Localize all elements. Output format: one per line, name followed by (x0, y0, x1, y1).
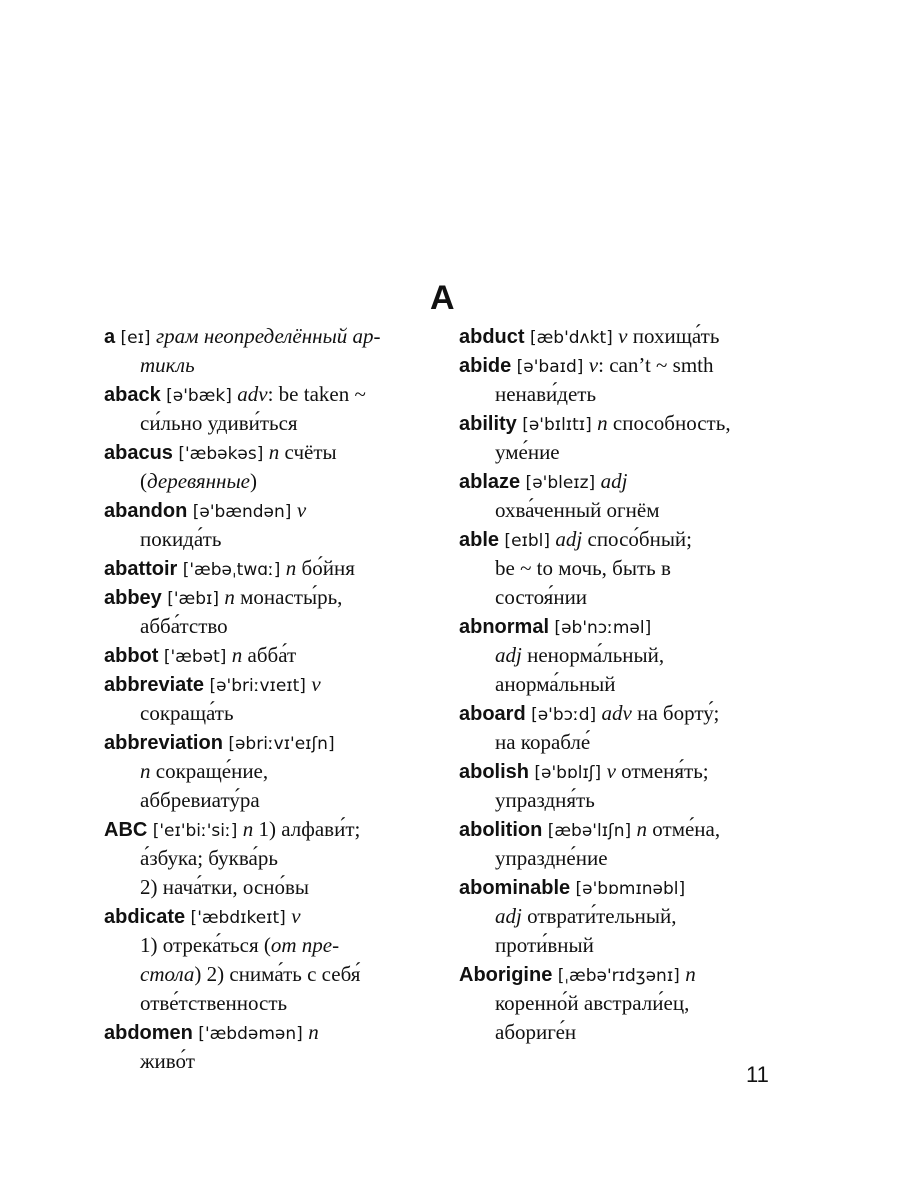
headword: abbey (104, 587, 162, 609)
headword: abolition (459, 819, 543, 841)
text: спосо́бный; (582, 527, 693, 551)
text: 1) алфави́т; (253, 817, 361, 841)
text: анорма́льный (495, 672, 616, 696)
text: 2) нача́тки, осно́вы (140, 875, 310, 899)
text: живо́т (140, 1049, 195, 1073)
italic-text: n (636, 817, 648, 841)
dictionary-line (104, 960, 434, 989)
italic-text: деревянные (147, 469, 251, 493)
text: состоя́нии (495, 585, 588, 609)
text: отме́на, (647, 817, 721, 841)
italic-text: v (296, 498, 307, 522)
text: ) (250, 469, 258, 493)
dictionary-line (459, 902, 799, 931)
italic-text: adj (555, 527, 583, 551)
headword: ABC (104, 819, 148, 841)
headword: abide (459, 355, 512, 377)
text: си́льно удиви́ться (140, 411, 298, 435)
dictionary-line (459, 641, 799, 670)
transcription: [ə'bleɪz] (520, 473, 601, 493)
headword: a (104, 326, 116, 348)
dictionary-line (104, 380, 434, 409)
transcription: [æb'dʌkt] (524, 328, 619, 348)
headword: ability (459, 413, 517, 435)
dictionary-line (104, 583, 434, 612)
transcription: [ə'bɒlɪʃ] (529, 763, 607, 783)
text: отве́тственность (140, 991, 288, 1015)
transcription: [ə'bɒmɪnəbl] (570, 879, 686, 899)
italic-text: грам неопределённый ар- (155, 324, 381, 348)
italic-text: n (242, 817, 254, 841)
italic-text: adj (495, 643, 522, 667)
text: уме́ние (495, 440, 560, 464)
dictionary-line (459, 525, 799, 554)
headword: abacus (104, 442, 173, 464)
dictionary-line (104, 554, 434, 583)
dictionary-line (459, 467, 799, 496)
transcription: [ə'bændən] (187, 502, 297, 522)
text: охва́ченный огнём (495, 498, 660, 522)
text: монасты́рь, (234, 585, 343, 609)
headword: abdomen (104, 1022, 193, 1044)
dictionary-line (459, 670, 799, 699)
page-number: 11 (746, 1062, 769, 1087)
dictionary-line (104, 699, 434, 728)
dictionary-line (459, 931, 799, 960)
italic-text: n (268, 440, 280, 464)
dictionary-line (459, 960, 799, 989)
italic-text: n (308, 1020, 319, 1044)
transcription: ['eɪ'biː'siː] (147, 821, 243, 841)
transcription: [əbriːvɪ'eɪʃn] (222, 734, 335, 754)
text: : can’t ~ smth (598, 353, 714, 377)
transcription: ['æbəkəs] (172, 444, 269, 464)
dictionary-line (459, 844, 799, 873)
dictionary-line (104, 467, 434, 496)
italic-text: n (224, 585, 235, 609)
dictionary-line (459, 873, 799, 902)
italic-text: n (685, 962, 696, 986)
text: аббревиату́ра (140, 788, 260, 812)
headword: able (459, 529, 500, 551)
headword: abbot (104, 645, 159, 667)
transcription: ['æbdəmən] (192, 1024, 309, 1044)
dictionary-line (104, 322, 434, 351)
dictionary-line (104, 409, 434, 438)
transcription: [eɪbl] (499, 531, 556, 551)
dictionary-line (104, 641, 434, 670)
dictionary-line (104, 873, 434, 902)
dictionary-line (459, 815, 799, 844)
dictionary-line (459, 612, 799, 641)
headword: abattoir (104, 558, 178, 580)
dictionary-line (104, 728, 434, 757)
text: счёты (279, 440, 337, 464)
headword: ablaze (459, 471, 521, 493)
dictionary-line (459, 351, 799, 380)
italic-text: n (140, 759, 151, 783)
text: 1) отрека́ться ( (140, 933, 271, 957)
dictionary-line (459, 322, 799, 351)
dictionary-line (459, 728, 799, 757)
dictionary-line (104, 525, 434, 554)
text: покида́ть (140, 527, 222, 551)
text: отменя́ть; (615, 759, 709, 783)
text: be ~ to мочь, быть в (495, 556, 671, 580)
headword: abnormal (459, 616, 550, 638)
text: : be taken ~ (267, 382, 366, 406)
text: абба́т (242, 643, 297, 667)
transcription: [æbə'lɪʃn] (542, 821, 637, 841)
text: сокраща́ть (140, 701, 234, 725)
dictionary-line (459, 583, 799, 612)
text: бо́йня (296, 556, 355, 580)
transcription: [ə'bɪlɪtɪ] (516, 415, 598, 435)
dictionary-line (104, 438, 434, 467)
text: способность, (607, 411, 731, 435)
transcription: [əb'nɔːməl] (549, 618, 652, 638)
italic-text: n (597, 411, 608, 435)
italic-text: n (231, 643, 243, 667)
italic-text: стола (140, 962, 195, 986)
transcription: ['æbɪ] (161, 589, 225, 609)
italic-text: n (285, 556, 297, 580)
dictionary-line (459, 554, 799, 583)
headword: abandon (104, 500, 188, 522)
dictionary-line (459, 757, 799, 786)
dictionary-line (104, 989, 434, 1018)
italic-text: adj (600, 469, 628, 493)
headword: aboard (459, 703, 526, 725)
text: ( (140, 469, 147, 493)
headword: abominable (459, 877, 571, 899)
dictionary-line (104, 351, 434, 380)
text: похища́ть (627, 324, 720, 348)
dictionary-line (459, 786, 799, 815)
dictionary-line (104, 815, 434, 844)
dictionary-line (104, 902, 434, 931)
transcription: ['æbət] (158, 647, 232, 667)
text: а́збука; буква́рь (140, 846, 278, 870)
dictionary-line (459, 496, 799, 525)
italic-text: от пре- (270, 933, 340, 957)
italic-text: тикль (140, 353, 195, 377)
italic-text: adv (237, 382, 268, 406)
headword: abduct (459, 326, 525, 348)
italic-text: v (588, 353, 599, 377)
text: на борту́; (631, 701, 720, 725)
dictionary-line (104, 844, 434, 873)
headword: aback (104, 384, 161, 406)
text: на корабле́ (495, 730, 591, 754)
transcription: [eɪ] (115, 328, 156, 348)
text: коренно́й австрали́ец, (495, 991, 690, 1015)
dictionary-line (459, 989, 799, 1018)
dictionary-line (459, 438, 799, 467)
headword: abbreviation (104, 732, 223, 754)
text: ненорма́льный, (521, 643, 665, 667)
text: сокраще́ние, (150, 759, 269, 783)
transcription: [ˌæbə'rɪdʒənɪ] (552, 966, 686, 986)
dictionary-line (104, 496, 434, 525)
headword: abdicate (104, 906, 186, 928)
dictionary-line (459, 380, 799, 409)
text: проти́вный (495, 933, 594, 957)
headword: abbreviate (104, 674, 205, 696)
transcription: [ə'bɔːd] (525, 705, 602, 725)
dictionary-line (104, 1018, 434, 1047)
text: упраздня́ть (495, 788, 595, 812)
dictionary-line (104, 786, 434, 815)
text: ненави́деть (495, 382, 597, 406)
headword: abolish (459, 761, 530, 783)
right-column (459, 322, 799, 1047)
dictionary-line (104, 612, 434, 641)
left-column (104, 322, 434, 1076)
dictionary-line (459, 699, 799, 728)
transcription: ['æbdɪkeɪt] (185, 908, 292, 928)
transcription: [ə'briːvɪeɪt] (204, 676, 312, 696)
headword: Aborigine (459, 964, 553, 986)
text: ) 2) снима́ть с себя́ (194, 962, 361, 986)
transcription: [ə'bæk] (160, 386, 238, 406)
text: упраздне́ние (495, 846, 608, 870)
dictionary-line (104, 931, 434, 960)
dictionary-line (459, 1018, 799, 1047)
text: абориге́н (495, 1020, 577, 1044)
transcription: ['æbəˌtwɑː] (177, 560, 286, 580)
dictionary-line (104, 1047, 434, 1076)
italic-text: v (618, 324, 628, 348)
transcription: [ə'baɪd] (511, 357, 589, 377)
dictionary-line (459, 409, 799, 438)
italic-text: adv (601, 701, 632, 725)
dictionary-line (104, 757, 434, 786)
italic-text: v (606, 759, 616, 783)
italic-text: adj (495, 904, 522, 928)
italic-text: v (311, 672, 321, 696)
dictionary-line (104, 670, 434, 699)
section-letter: A (430, 279, 455, 317)
text: отврати́тельный, (521, 904, 677, 928)
italic-text: v (291, 904, 301, 928)
text: абба́тство (140, 614, 228, 638)
